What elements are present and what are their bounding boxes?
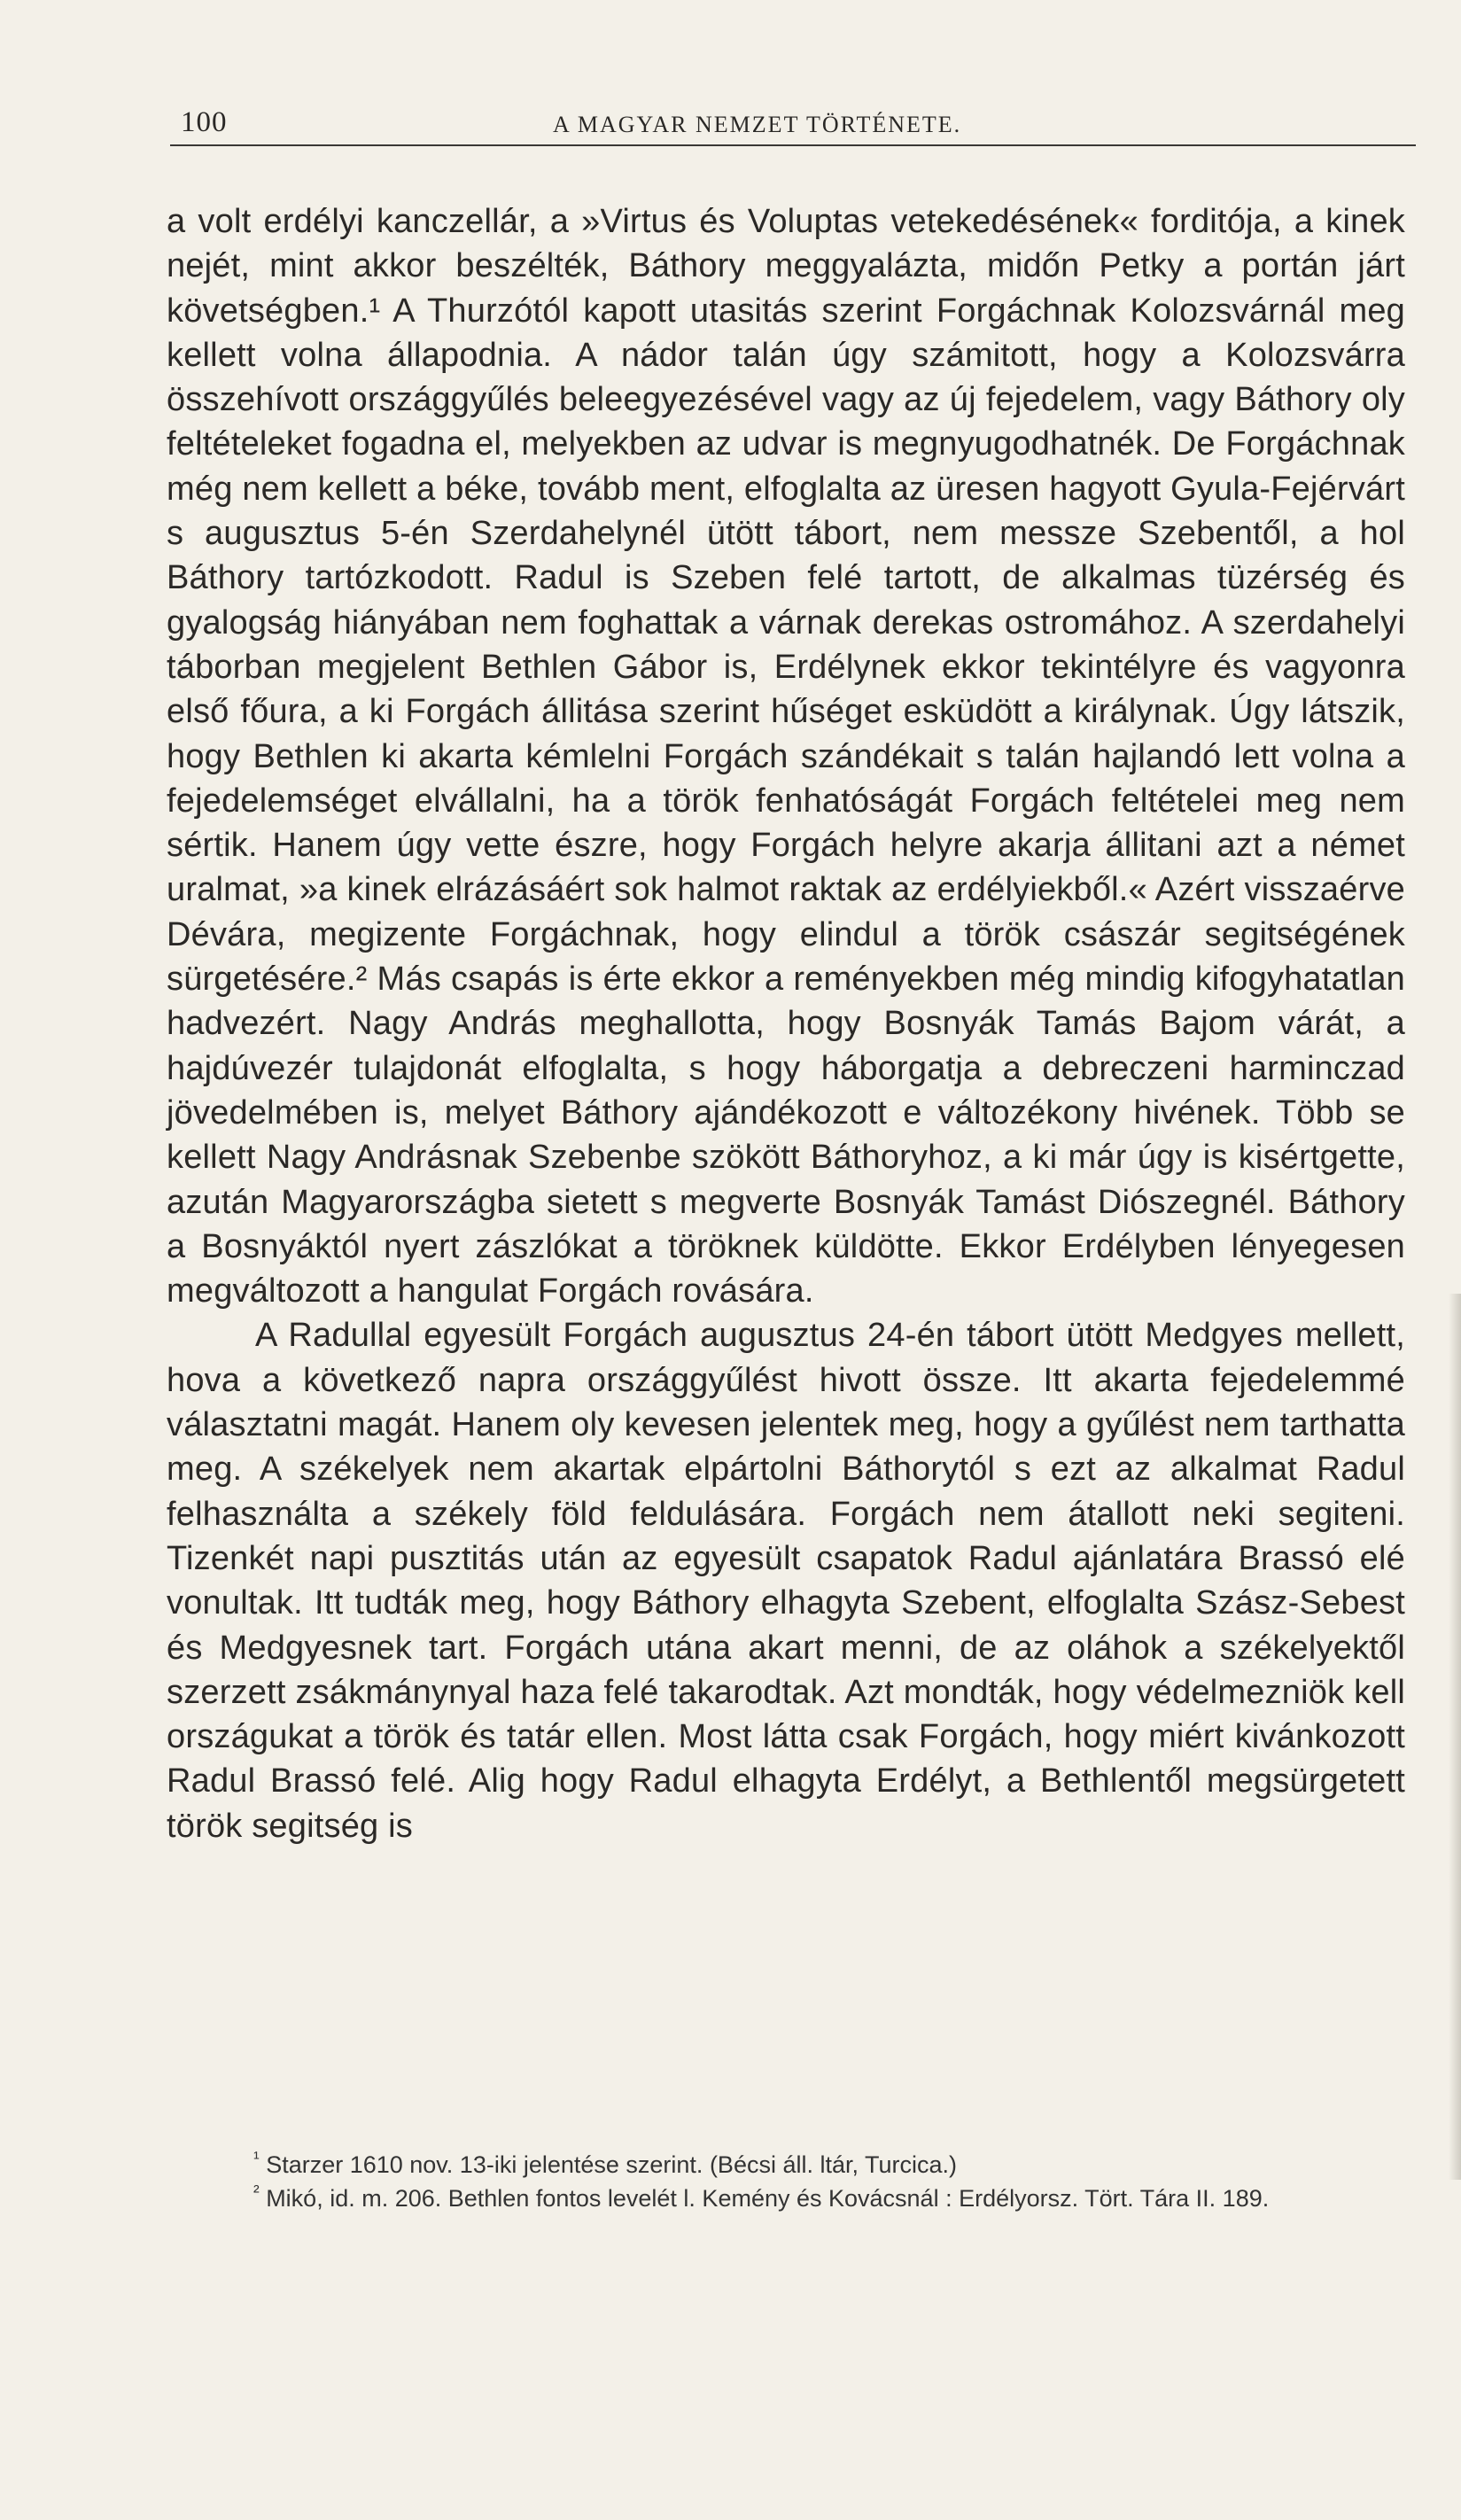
paragraph-1: a volt erdélyi kanczellár, a »Virtus és Voluptas vetekedésének« forditója, a kinek nejét, mint akkor beszélték, Báthory meggyalázta, midőn Petky a portán járt követségben.¹ A Thurzótól kapott utasitás szerint Forgáchnak Kolozsvárnál meg kellett volna állapodnia. A nádor talán úgy számitott, hogy a Kolozsvárra összehívott országgyűlés beleegyezésével vagy az új fejedelem, vagy Báthory oly feltételeket fogadna el, melyekben az udvar is megnyugodhatnék. De Forgáchnak még nem kellett a béke, tovább ment, elfoglalta az üresen hagyott Gyula-Fejérvárt s augusztus 5-én Szerdahelynél ütött tábort, nem messze Szebentől, a hol Báthory tartózkodott. Radul is Szeben felé tartott, de alkalmas tüzérség és gyalogság hiányában nem foghattak a várnak derekas ostromához. A szerdahelyi táborban megjelent Bethlen Gábor is, Erdélynek ekkor tekintélyre és vagyonra első főura, a ki Forgách állitása szerint hűséget esküdött a királynak. Úgy látszik, hogy Bethlen ki akarta kémlelni Forgách szándékait s talán hajlandó lett volna a fejedelemséget elvállalni, ha a török fenhatóságát Forgách feltételei meg nem sértik. Hanem úgy vette észre, hogy Forgách helyre akarja állitani azt a német uralmat, »a kinek elrázásáért sok halmot raktak az erdélyiekből.« Azért visszaérve Dévára, megizente Forgáchnak, hogy elindul a török császár segitségének sürgetésére.² Más csapás is érte ekkor a reményekben még mindig kifogyhatatlan hadvezért. Nagy András meghallotta, hogy Bosnyák Tamás Bajom várát, a hajdúvezér tulajdonát elfoglalta, s hogy háborgatja a debreczeni harminczad jövedelmében is, melyet Báthory ajándékozott e változékony hivének. Több se kellett Nagy Andrásnak Szebenbe szökött Báthoryhoz, a ki már úgy is kisértgette, azután Magyarországba sietett s megverte Bosnyák Tamást Diószegnél. Báthory a Bosnyáktól nyert zászlókat a töröknek küldötte. Ekkor Erdélyben lényegesen megváltozott a hangulat Forgách rovására. bbox=[167, 203, 1405, 1311]
body-text bbox=[167, 199, 1405, 1848]
footnote-1-mark: ¹ bbox=[253, 2149, 260, 2168]
footnotes bbox=[165, 2148, 1405, 2215]
running-title: A MAGYAR NEMZET TÖRTÉNETE. bbox=[553, 112, 962, 137]
page-edge-shadow bbox=[1449, 1294, 1461, 2180]
footnote-2-mark: ² bbox=[253, 2182, 260, 2202]
paragraph-2: A Radullal egyesült Forgách augusztus 24-én tábort ütött Medgyes mellett, hova a következő napra országgyűlést hivott össze. Itt akarta fejedelemmé választatni magát. Hanem oly kevesen jelentek meg, hogy a gyűlést nem tarthatta meg. A székelyek nem akartak elpártolni Báthorytól s ezt az alkalmat Radul felhasználta a székely föld feldulására. Forgách nem átallott neki segiteni. Tizenkét napi pusztitás után az egyesült csapatok Radul ajánlatára Brassó elé vonultak. Itt tudták meg, hogy Báthory elhagyta Szebent, elfoglalta Szász-Sebest és Medgyesnek tart. Forgách utána akart menni, de az oláhok a székelyektől szerzett zsákmánynyal haza felé takarodtak. Azt mondták, hogy védelmezniök kell országukat a török és tatár ellen. Most látta csak Forgách, hogy miért kivánkozott Radul Brassó felé. Alig hogy Radul elhagyta Erdélyt, a Bethlentől megsürgetett török segitség is bbox=[167, 1317, 1405, 1845]
footnote-2-text: Mikó, id. m. 206. Bethlen fontos levelét l. Kemény és Kovácsnál : Erdélyorsz. Tört. Tára II. 189. bbox=[266, 2185, 1270, 2212]
header-rule bbox=[170, 144, 1416, 146]
footnote-1-text: Starzer 1610 nov. 13-iki jelentése szerint. (Bécsi áll. ltár, Turcica.) bbox=[266, 2151, 958, 2178]
footnote-2 bbox=[165, 2182, 1405, 2215]
page-number: 100 bbox=[181, 106, 228, 138]
footnote-1 bbox=[165, 2148, 1405, 2182]
